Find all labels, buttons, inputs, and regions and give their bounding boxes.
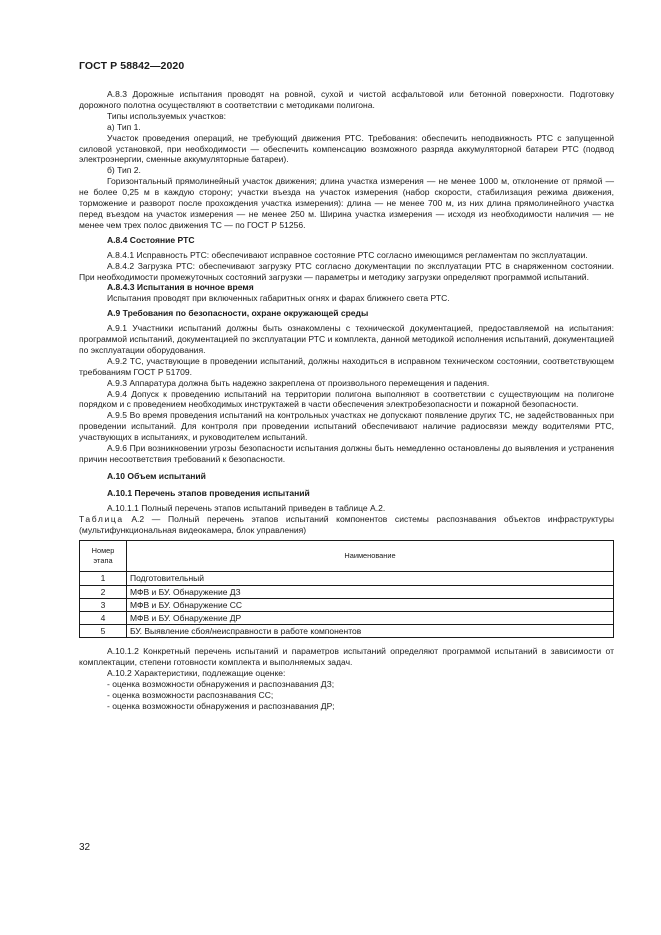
table-row bbox=[80, 572, 614, 585]
table-cell-number: 2 bbox=[80, 585, 127, 598]
list-item: - оценка возможности обнаружения и распознавания ДР; bbox=[107, 700, 335, 711]
table-caption-text: А.2 — Полный перечень этапов испытаний компонентов системы распознавания объектов инфраструктуры (мультифункциональная видеокамера, блок управления) bbox=[79, 513, 614, 535]
paragraph-a83: А.8.3 Дорожные испытания проводят на ровной, сухой и чистой асфальтовой или бетонной поверхности. Подготовку дорожного полотна осуществляют в соответствии с методиками полигона. bbox=[79, 89, 614, 110]
table-row bbox=[80, 612, 614, 625]
paragraph-a91: А.9.1 Участники испытаний должны быть ознакомлены с технической документацией, предоставляемой на испытания: программой испытаний, документацией по эксплуатации РТС и комплекта, данной методикой исполнения испытаний, документацией по эксплуатации оборудования. bbox=[79, 323, 614, 355]
stages-table bbox=[79, 540, 614, 638]
document-body bbox=[79, 89, 614, 712]
paragraph-a1012: А.10.1.2 Конкретный перечень испытаний и параметров испытаний определяют программой испытаний в зависимости от комплектации, степени готовности комплекта и выполняемых задач. bbox=[79, 646, 614, 668]
heading-a9: А.9 Требования по безопасности, охране окружающей среды bbox=[107, 308, 369, 319]
table-cell-name: МФВ и БУ. Обнаружение ДЗ bbox=[127, 585, 614, 598]
table-cell-name: МФВ и БУ. Обнаружение ДР bbox=[127, 612, 614, 625]
paragraph-a102: А.10.2 Характеристики, подлежащие оценке: bbox=[107, 668, 286, 679]
table-caption bbox=[79, 514, 614, 536]
page-number: 32 bbox=[79, 842, 91, 853]
table-row bbox=[80, 585, 614, 598]
paragraph-type1: а) Тип 1. bbox=[107, 121, 141, 132]
paragraph-a94: А.9.4 Допуск к проведению испытаний на территории полигона выполняют в соответствии с существующим на полигоне порядком и с проведением необходимых инструктажей в части обеспечения электробезопасности и пожарной безопасности. bbox=[79, 388, 614, 410]
paragraph-type2-desc: Горизонтальный прямолинейный участок движения; длина участка измерения — не менее 1000 м, отклонение от прямой — не более 0,25 м в каждую сторону; участки въезда на участок измерения (набор скорости, стабилизация режима движения, торможение и разворот после прохождения участка измерения): длина — не менее 700 м, из них длина прямолинейного участка перед въездом на участок измерения — не менее 250 м. Ширина участка измерения — исходя из необходимости наличия — не менее чем трех полос движения ТС — по ГОСТ Р 51256. bbox=[79, 176, 614, 230]
paragraph-a93: А.9.3 Аппаратура должна быть надежно закреплена от произвольного перемещения и падения. bbox=[107, 377, 490, 388]
paragraph-types: Типы используемых участков: bbox=[107, 110, 227, 121]
table-cell-name: Подготовительный bbox=[127, 572, 614, 585]
table-cell-name: БУ. Выявление сбоя/неисправности в работе компонентов bbox=[127, 625, 614, 638]
list-item: - оценка возможности обнаружения и распознавания ДЗ; bbox=[107, 679, 335, 690]
heading-a843: А.8.4.3 Испытания в ночное время bbox=[107, 282, 254, 293]
list-item: - оценка возможности распознавания СС; bbox=[107, 690, 274, 701]
paragraph-type2: б) Тип 2. bbox=[107, 165, 141, 176]
paragraph-type1-desc: Участок проведения операций, не требующий движения РТС. Требования: обеспечить неподвижность РТС с запущенной силовой установкой, при необходимости — обеспечить компенсацию возможного разряда аккумуляторной батареи РТС (подвод электроэнергии, сменные аккумуляторные батареи). bbox=[79, 132, 614, 165]
document-header: ГОСТ Р 58842—2020 bbox=[79, 60, 185, 72]
table-header-number: Номер этапа bbox=[80, 541, 127, 572]
paragraph-a95: А.9.5 Во время проведения испытаний на контрольных участках не допускают появление других ТС, не задействованных при проведении испытаний. Для контроля при проведении испытаний обеспечивают наличие радиосвязи между водителями РТС, участвующих в испытаниях, и руководителем испытаний. bbox=[79, 410, 614, 443]
paragraph-night: Испытания проводят при включенных габаритных огнях и фарах ближнего света РТС. bbox=[107, 293, 450, 304]
table-cell-number: 4 bbox=[80, 612, 127, 625]
table-header-row bbox=[80, 541, 614, 572]
table-header-name: Наименование bbox=[127, 541, 614, 572]
table-cell-number: 5 bbox=[80, 625, 127, 638]
paragraph-a92: А.9.2 ТС, участвующие в проведении испытаний, должны находиться в исправном техническом состоянии, соответствующем требованиям ГОСТ Р 51709. bbox=[79, 355, 614, 377]
heading-a10: А.10 Объем испытаний bbox=[107, 470, 206, 481]
paragraph-a841: А.8.4.1 Исправность РТС: обеспечивают исправное состояние РТС согласно имеющимся регламентам по эксплуатации. bbox=[107, 249, 588, 260]
table-caption-label: Таблица bbox=[79, 513, 124, 524]
heading-a84: А.8.4 Состояние РТС bbox=[107, 234, 195, 245]
heading-a101: А.10.1 Перечень этапов проведения испытаний bbox=[107, 487, 310, 498]
table-cell-name: МФВ и БУ. Обнаружение СС bbox=[127, 598, 614, 611]
paragraph-a1011: А.10.1.1 Полный перечень этапов испытаний приведен в таблице А.2. bbox=[107, 502, 386, 513]
table-cell-number: 3 bbox=[80, 598, 127, 611]
table-row bbox=[80, 598, 614, 611]
table-cell-number: 1 bbox=[80, 572, 127, 585]
table-row bbox=[80, 625, 614, 638]
paragraph-a96: А.9.6 При возникновении угрозы безопасности испытания должны быть немедленно остановлены до выявления и устранения причин несоответствия требований к безопасности. bbox=[79, 443, 614, 464]
paragraph-a842: А.8.4.2 Загрузка РТС: обеспечивают загрузку РТС согласно документации по эксплуатации РТС в снаряженном состоянии. При необходимости промежуточных состояний загрузки — параметры и методику загрузки определяют программой испытаний. bbox=[79, 260, 614, 282]
